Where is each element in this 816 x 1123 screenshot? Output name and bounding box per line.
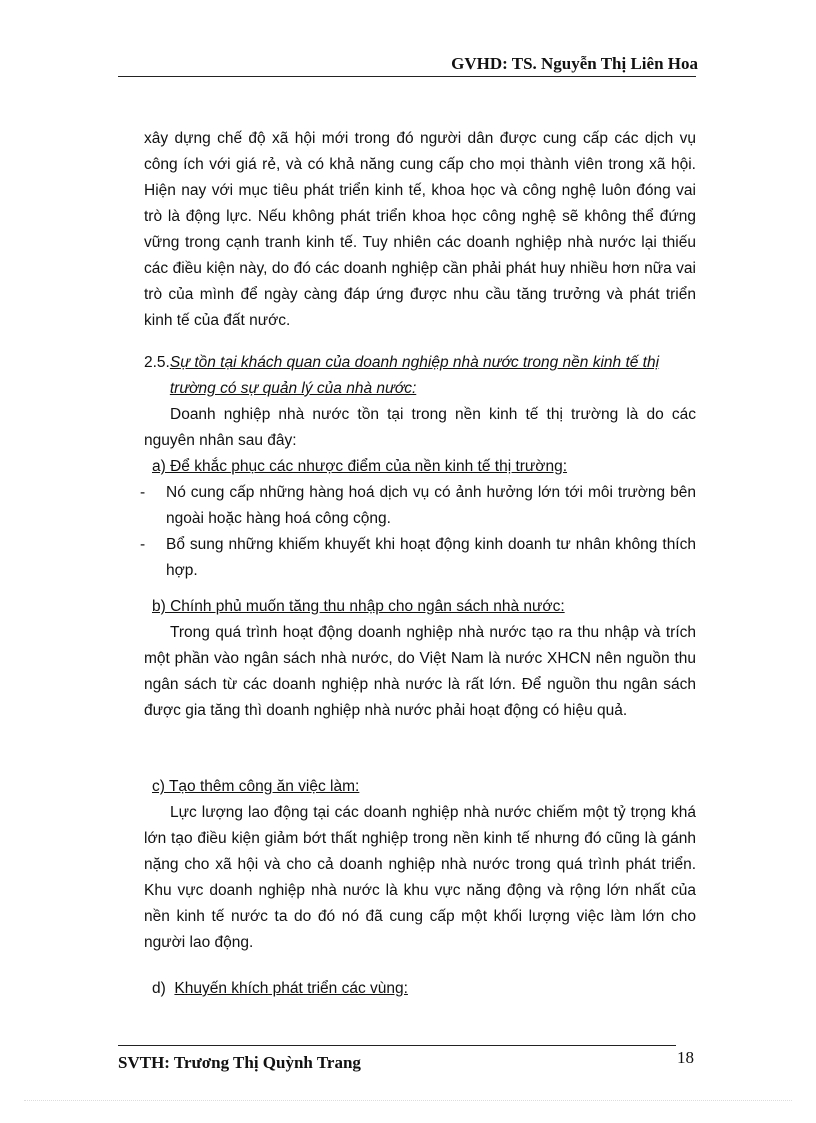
- page-edge: [24, 1100, 792, 1101]
- paragraph-intro: xây dựng chế độ xã hội mới trong đó người dân được cung cấp các dịch vụ công ích với giá rẻ, và có khả năng cung cấp cho mọi thành viên trong xã hội. Hiện nay với mục tiêu phát triển kinh tế, khoa học và công nghệ luôn đóng vai trò là động lực. Nếu không phát triển khoa học công nghệ sẽ không thể đứng vững trong cạnh tranh kinh tế. Tuy nhiên các doanh nghiệp nhà nước lại thiếu các điều kiện này, do đó các doanh nghiệp cần phải phát huy nhiều hơn nữa vai trò của mình để ngày càng đáp ứng được nhu cầu tăng trưởng và phát triển kinh tế của đất nước.: [144, 130, 696, 329]
- spacer: [144, 584, 696, 594]
- section-number: 2.5.: [144, 354, 170, 371]
- bullet-dash: -: [140, 536, 146, 553]
- bullet-dash: -: [140, 484, 146, 501]
- paragraph-budget: Trong quá trình hoạt động doanh nghiệp nhà nước tạo ra thu nhập và trích một phần vào ngân sách nhà nước, do Việt Nam là nước XHCN nên nguồn thu ngân sách từ các doanh nghiệp nhà nước là rất lớn. Để nguồn thu ngân sách được gia tăng thì doanh nghiệp nhà nước phải hoạt động có hiệu quả.: [144, 624, 696, 719]
- paragraph-employment: Lực lượng lao động tại các doanh nghiệp nhà nước chiếm một tỷ trọng khá lớn tạo điều kiện giảm bớt thất nghiệp trong nền kinh tế nhưng đó cũng là gánh nặng cho xã hội và cho cả doanh nghiệp nhà nước trong quá trình phát triển. Khu vực doanh nghiệp nhà nước là khu vực năng động và rộng lớn nhất của nền kinh tế nước ta do đó nó đã cung cấp một khối lượng việc làm lớn cho người lao động.: [144, 804, 696, 951]
- section-title: Sự tồn tại khách quan của doanh nghiệp nhà nước trong nền kinh tế thị trường có sự quản lý của nhà nước:: [169, 354, 660, 397]
- header-supervisor: GVHD: TS. Nguyễn Thị Liên Hoa: [451, 54, 698, 73]
- subheading-a: [144, 454, 696, 480]
- spacer: [144, 956, 696, 976]
- page-number: 18: [677, 1048, 694, 1067]
- subheading-b: [144, 594, 696, 620]
- subheading-d-label: Khuyến khích phát triển các vùng:: [174, 980, 408, 997]
- subheading-c: [144, 774, 696, 800]
- footer-student: SVTH: Trương Thị Quỳnh Trang: [118, 1053, 361, 1072]
- subheading-c-label: c) Tạo thêm công ăn việc làm:: [152, 778, 360, 795]
- section-heading-2-5: [144, 350, 696, 402]
- paragraph-reasons: Doanh nghiệp nhà nước tồn tại trong nền kinh tế thị trường là do các nguyên nhân sau đây:: [144, 406, 696, 449]
- header-divider: [118, 76, 696, 77]
- bullet-item: [140, 480, 696, 532]
- bullet-text-1: Nó cung cấp những hàng hoá dịch vụ có ảnh hưởng lớn tới môi trường bên ngoài hoặc hàng hoá công cộng.: [166, 484, 696, 527]
- footer-divider: [118, 1045, 676, 1046]
- body-text: [140, 126, 696, 1002]
- spacer: [144, 724, 696, 774]
- bullet-item: [140, 532, 696, 584]
- bullet-text-2: Bổ sung những khiếm khuyết khi hoạt động kinh doanh tư nhân không thích hợp.: [166, 536, 696, 579]
- subheading-d-number: d): [152, 980, 166, 997]
- subheading-a-label: a) Để khắc phục các nhược điểm của nền kinh tế thị trường:: [152, 458, 568, 475]
- subheading-b-label: b) Chính phủ muốn tăng thu nhập cho ngân sách nhà nước:: [152, 598, 565, 615]
- subheading-d: [144, 976, 696, 1002]
